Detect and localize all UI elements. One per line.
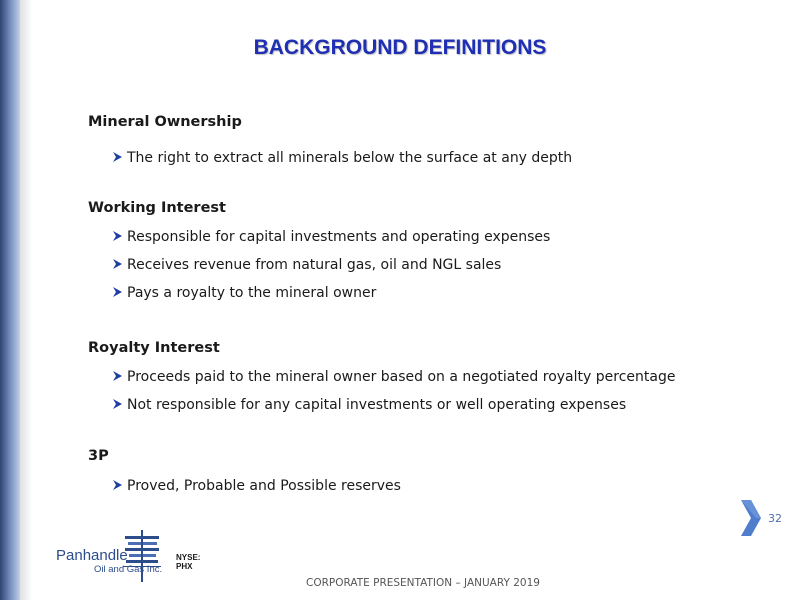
arrow-bullet-icon xyxy=(112,258,127,274)
arrow-bullet-icon xyxy=(112,230,127,246)
section-heading-royalty-interest: Royalty Interest xyxy=(88,340,220,356)
bullet-text: Receives revenue from natural gas, oil and NGL sales xyxy=(127,257,502,273)
arrow-bullet-icon xyxy=(112,370,127,386)
slide-title: BACKGROUND DEFINITIONS xyxy=(253,36,547,59)
bullet-text: Responsible for capital investments and operating expenses xyxy=(127,229,551,245)
list-item xyxy=(112,285,376,302)
side-decor-bar xyxy=(0,0,20,600)
footer-text: CORPORATE PRESENTATION – JANUARY 2019 xyxy=(306,577,540,589)
bullet-text: The right to extract all minerals below the surface at any depth xyxy=(127,150,573,166)
arrow-bullet-icon xyxy=(112,151,127,167)
logo-subtitle: Oil and Gas Inc. xyxy=(94,564,163,575)
page-number: 32 xyxy=(768,512,782,525)
section-heading-3p: 3P xyxy=(88,448,109,464)
logo-name: Panhandle xyxy=(56,547,128,564)
chevron-right-icon[interactable] xyxy=(738,498,762,542)
list-item xyxy=(112,229,550,246)
arrow-bullet-icon xyxy=(112,286,127,302)
list-item xyxy=(112,150,572,167)
list-item xyxy=(112,478,401,495)
company-logo xyxy=(56,530,216,590)
list-item xyxy=(112,397,626,414)
bullet-text: Proceeds paid to the mineral owner based on a negotiated royalty percentage xyxy=(127,369,676,385)
list-item xyxy=(112,369,675,386)
bullet-text: Pays a royalty to the mineral owner xyxy=(127,285,377,301)
section-heading-working-interest: Working Interest xyxy=(88,200,226,216)
bullet-text: Not responsible for any capital investments or well operating expenses xyxy=(127,397,627,413)
list-item xyxy=(112,257,501,274)
section-heading-mineral-ownership: Mineral Ownership xyxy=(88,114,242,130)
logo-mark-icon xyxy=(123,530,163,588)
bullet-text: Proved, Probable and Possible reserves xyxy=(127,478,401,494)
arrow-bullet-icon xyxy=(112,398,127,414)
arrow-bullet-icon xyxy=(112,479,127,495)
side-decor-shade xyxy=(20,0,32,600)
ticker-label: NYSE: PHX xyxy=(176,553,201,571)
